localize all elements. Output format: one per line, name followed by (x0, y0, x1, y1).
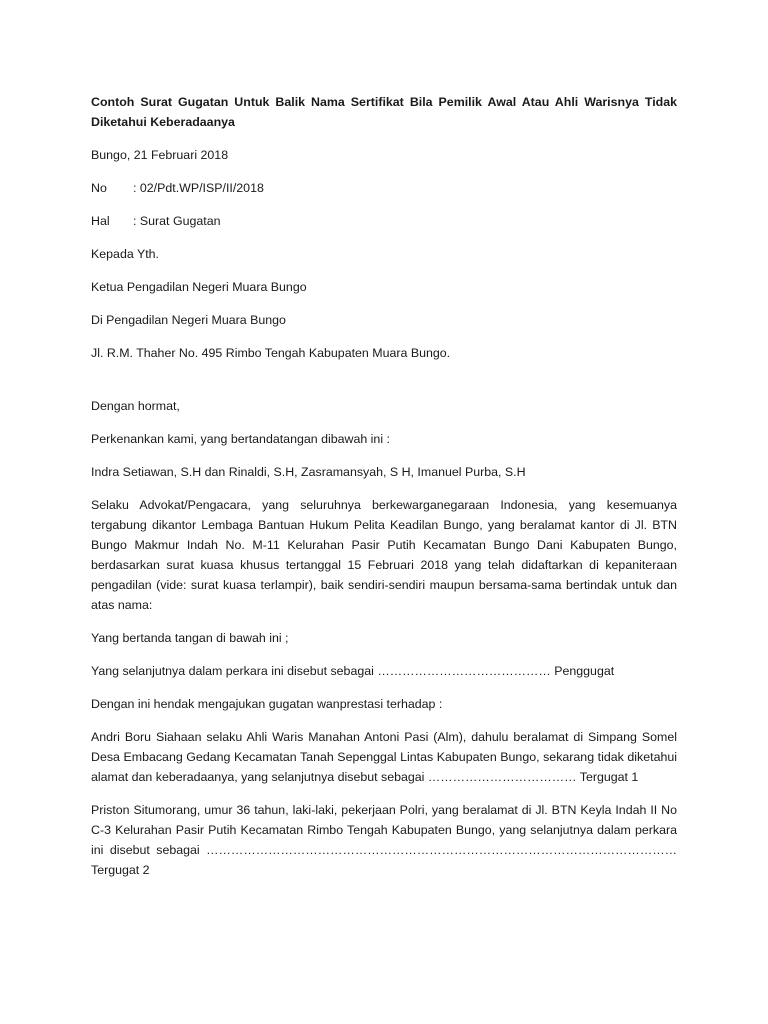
number-line (91, 178, 677, 198)
recipient-place: Di Pengadilan Negeri Muara Bungo (91, 313, 286, 327)
greeting: Dengan hormat, (91, 399, 180, 413)
defendant-1-paragraph: Andri Boru Siahaan selaku Ahli Waris Manahan Antoni Pasi (Alm), dahulu beralamat di Simpang Somel Desa Embacang Gedang Kecamatan Tanah Sepenggal Lintas Kabupaten Bungo, sekarang tidak diketahui alamat dan keberadaanya, yang selanjutnya disebut sebagai ……………………………… Tergugat 1 (91, 730, 677, 784)
spacer (91, 376, 677, 396)
subject-value: : Surat Gugatan (133, 214, 221, 228)
number-label: No (91, 181, 107, 195)
intro-line: Perkenankan kami, yang bertandatangan dibawah ini : (91, 432, 390, 446)
document-title: Contoh Surat Gugatan Untuk Balik Nama Sertifikat Bila Pemilik Awal Atau Ahli Warisnya Tidak Diketahui Keberadaanya (91, 95, 677, 129)
recipient-name: Ketua Pengadilan Negeri Muara Bungo (91, 280, 307, 294)
number-value: : 02/Pdt.WP/ISP/II/2018 (133, 181, 264, 195)
lawsuit-intro-line: Dengan ini hendak mengajukan gugatan wanprestasi terhadap : (91, 697, 443, 711)
signatory-line: Yang bertanda tangan di bawah ini ; (91, 631, 289, 645)
subject-line (91, 211, 677, 231)
advocate-paragraph: Selaku Advokat/Pengacara, yang seluruhnya berkewarganegaraan Indonesia, yang kesemuanya tergabung dikantor Lembaga Bantuan Hukum Pelita Keadilan Bungo, yang beralamat kantor di Jl. BTN Bungo Makmur Indah No. M-11 Kelurahan Pasir Putih Kecamatan Bungo Dani Kabupaten Bungo, berdasarkan surat kuasa khusus tertanggal 15 Februari 2018 yang telah didaftarkan di kepaniteraan pengadilan (vide: surat kuasa terlampir), baik sendiri-sendiri maupun bersama-sama bertindak untuk dan atas nama: (91, 498, 677, 612)
letter-body (91, 92, 677, 893)
plaintiff-line: Yang selanjutnya dalam perkara ini disebut sebagai …………………………………… Penggugat (91, 664, 615, 678)
defendant-2-paragraph: Priston Situmorang, umur 36 tahun, laki-laki, pekerjaan Polri, yang beralamat di Jl. BTN Keyla Indah II No C-3 Kelurahan Pasir Putih Kecamatan Rimbo Tengah Kabupaten Bungo, yang selanjutnya dalam perkara ini disebut sebagai …………………………………………………………………………………………………… Tergugat 2 (91, 803, 677, 877)
recipient-address: Jl. R.M. Thaher No. 495 Rimbo Tengah Kabupaten Muara Bungo. (91, 346, 451, 360)
date-line: Bungo, 21 Februari 2018 (91, 148, 229, 162)
subject-label: Hal (91, 214, 110, 228)
addressee-heading: Kepada Yth. (91, 247, 159, 261)
lawyers-line: Indra Setiawan, S.H dan Rinaldi, S.H, Zasramansyah, S H, Imanuel Purba, S.H (91, 465, 526, 479)
